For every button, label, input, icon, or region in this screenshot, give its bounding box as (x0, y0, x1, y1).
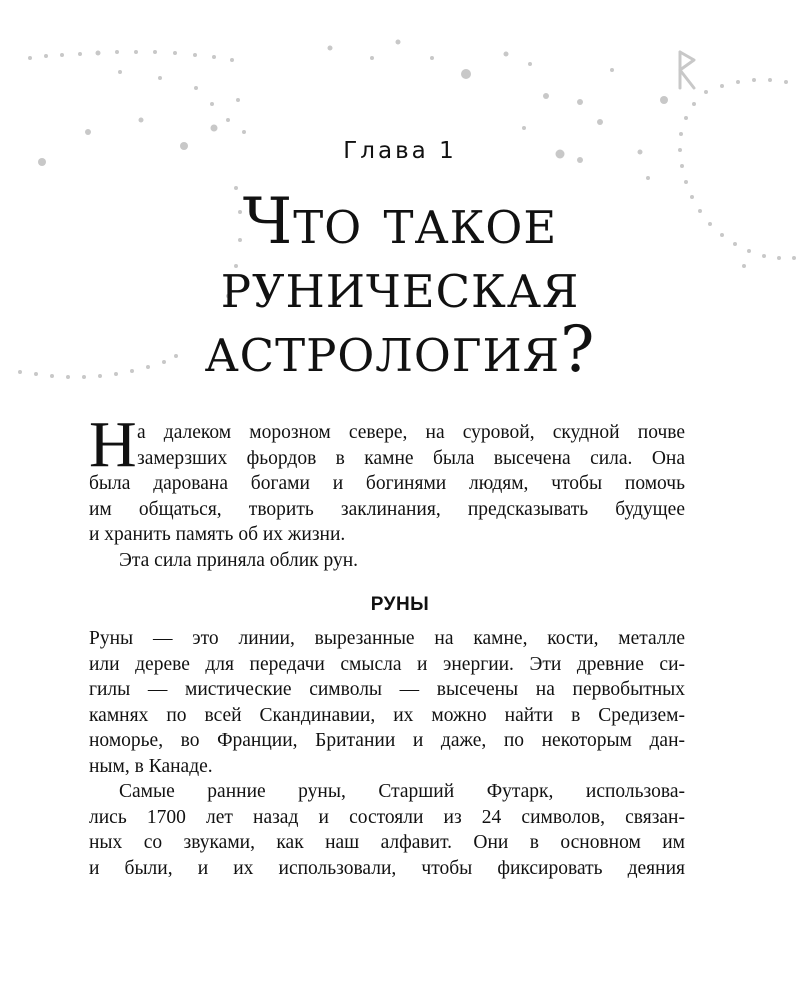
text-line: гилы — мистические символы — высечены на первобытных (89, 679, 685, 700)
text-line: ных со звуками, как наш алфавит. Они в основном им (89, 832, 685, 853)
drop-cap: Н (89, 408, 137, 481)
chapter-label: Глава 1 (343, 138, 457, 164)
text-line: ным, в Канаде. (89, 755, 213, 777)
chapter-title-line: Что такое (242, 185, 558, 259)
chapter-title-line: астрология? (204, 313, 596, 387)
text-line: Эта сила приняла облик рун. (119, 549, 359, 571)
text-line: замерзших фьордов в камне была высечена сила. Она (137, 447, 685, 469)
text-line: или дереве для передачи смысла и энергии. Эти древние си- (89, 653, 685, 675)
text-line: им общаться, творить заклинания, предсказывать будущее (89, 498, 685, 520)
text-line: и были, и их использовали, чтобы фиксировать деяния (89, 857, 685, 879)
section-heading: РУНЫ (370, 594, 430, 615)
raidho-rune-icon (672, 48, 702, 92)
text-line: камнях по всей Скандинавии, их можно найти в Средизем- (89, 704, 685, 726)
chapter-title (0, 185, 800, 387)
chapter-title-line: руническая (220, 249, 580, 323)
text-line: Руны — это линии, вырезанные на камне, кости, металле (89, 628, 685, 649)
section-paragraph (89, 626, 685, 881)
text-line: и хранить память об их жизни. (89, 524, 346, 545)
text-line: лись 1700 лет назад и состояли из 24 символов, связан- (89, 806, 685, 828)
text-line: а далеком морозном севере, на суровой, скудной почве (137, 422, 685, 443)
text-line: номорье, во Франции, Британии и даже, по некоторым дан- (89, 730, 685, 751)
intro-paragraph (89, 420, 685, 573)
text-line: Самые ранние руны, Старший Футарк, использова- (119, 781, 685, 802)
text-line: была дарована богами и богинями людям, чтобы помочь (89, 473, 685, 494)
